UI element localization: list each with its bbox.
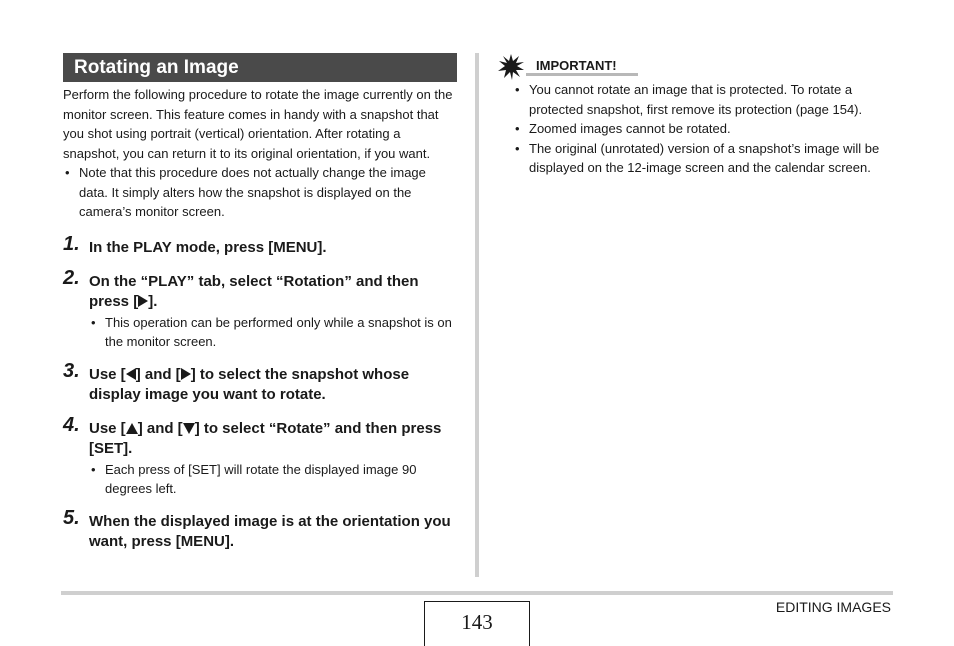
step-number: 1.	[63, 232, 80, 255]
step-text: On the “PLAY” tab, select “Rotation” and then press [	[89, 272, 419, 310]
step-3	[63, 359, 457, 405]
step-5	[63, 506, 457, 552]
important-item: • You cannot rotate an image that is protected. To rotate a protected snapshot, first remove its protection (page 154).	[513, 80, 892, 119]
step-4	[63, 413, 457, 459]
step-text: ] and [	[135, 365, 181, 383]
important-header	[498, 54, 892, 78]
right-triangle-icon	[181, 368, 191, 380]
step-1	[63, 232, 457, 258]
important-label: IMPORTANT!	[536, 58, 617, 73]
main-column	[63, 53, 457, 552]
column-divider	[475, 53, 479, 577]
step-number: 2.	[63, 266, 80, 289]
step-2	[63, 266, 457, 312]
page-number: 143	[424, 601, 530, 646]
step-text: ] and [	[137, 419, 183, 437]
step-text: Use [	[89, 365, 126, 383]
step-4-notes	[63, 460, 457, 499]
footer-rule	[61, 591, 893, 595]
intro-note: • Note that this procedure does not actually change the image data. It simply alters how the snapshot is displayed on the camera’s monitor screen.	[63, 163, 457, 222]
step-text: ] to select “Rotate” and then press [SET].	[89, 419, 442, 457]
step-number: 4.	[63, 413, 80, 436]
step-number: 5.	[63, 506, 80, 529]
step-note: • This operation can be performed only while a snapshot is on the monitor screen.	[89, 313, 457, 352]
step-text: ].	[148, 292, 158, 310]
section-title: Rotating an Image	[63, 53, 457, 82]
important-column	[498, 54, 892, 178]
step-number: 3.	[63, 359, 80, 382]
step-text: Use [	[89, 419, 126, 437]
down-triangle-icon	[183, 423, 195, 434]
important-list	[498, 80, 892, 178]
important-item: • Zoomed images cannot be rotated.	[513, 119, 892, 139]
step-text: ] to select the snapshot whose display image you want to rotate.	[89, 365, 410, 403]
footer-section-name: EDITING IMAGES	[775, 599, 891, 615]
important-underline	[526, 73, 638, 76]
important-item: • The original (unrotated) version of a snapshot’s image will be displayed on the 12-image screen and the calendar screen.	[513, 139, 892, 178]
left-triangle-icon	[126, 368, 136, 380]
starburst-icon	[498, 54, 524, 80]
up-triangle-icon	[126, 423, 138, 434]
step-text: When the displayed image is at the orientation you want, press [MENU].	[89, 512, 451, 550]
intro-paragraph: Perform the following procedure to rotate the image currently on the monitor screen. This feature comes in handy with a snapshot that you shot using portrait (vertical) orientation. After rotating a snapshot, you can return it to its original orientation, if you want.	[63, 87, 453, 161]
step-2-notes	[63, 313, 457, 352]
right-triangle-icon	[138, 295, 148, 307]
step-text: In the PLAY mode, press [MENU].	[89, 238, 327, 256]
step-note: • Each press of [SET] will rotate the displayed image 90 degrees left.	[89, 460, 457, 499]
